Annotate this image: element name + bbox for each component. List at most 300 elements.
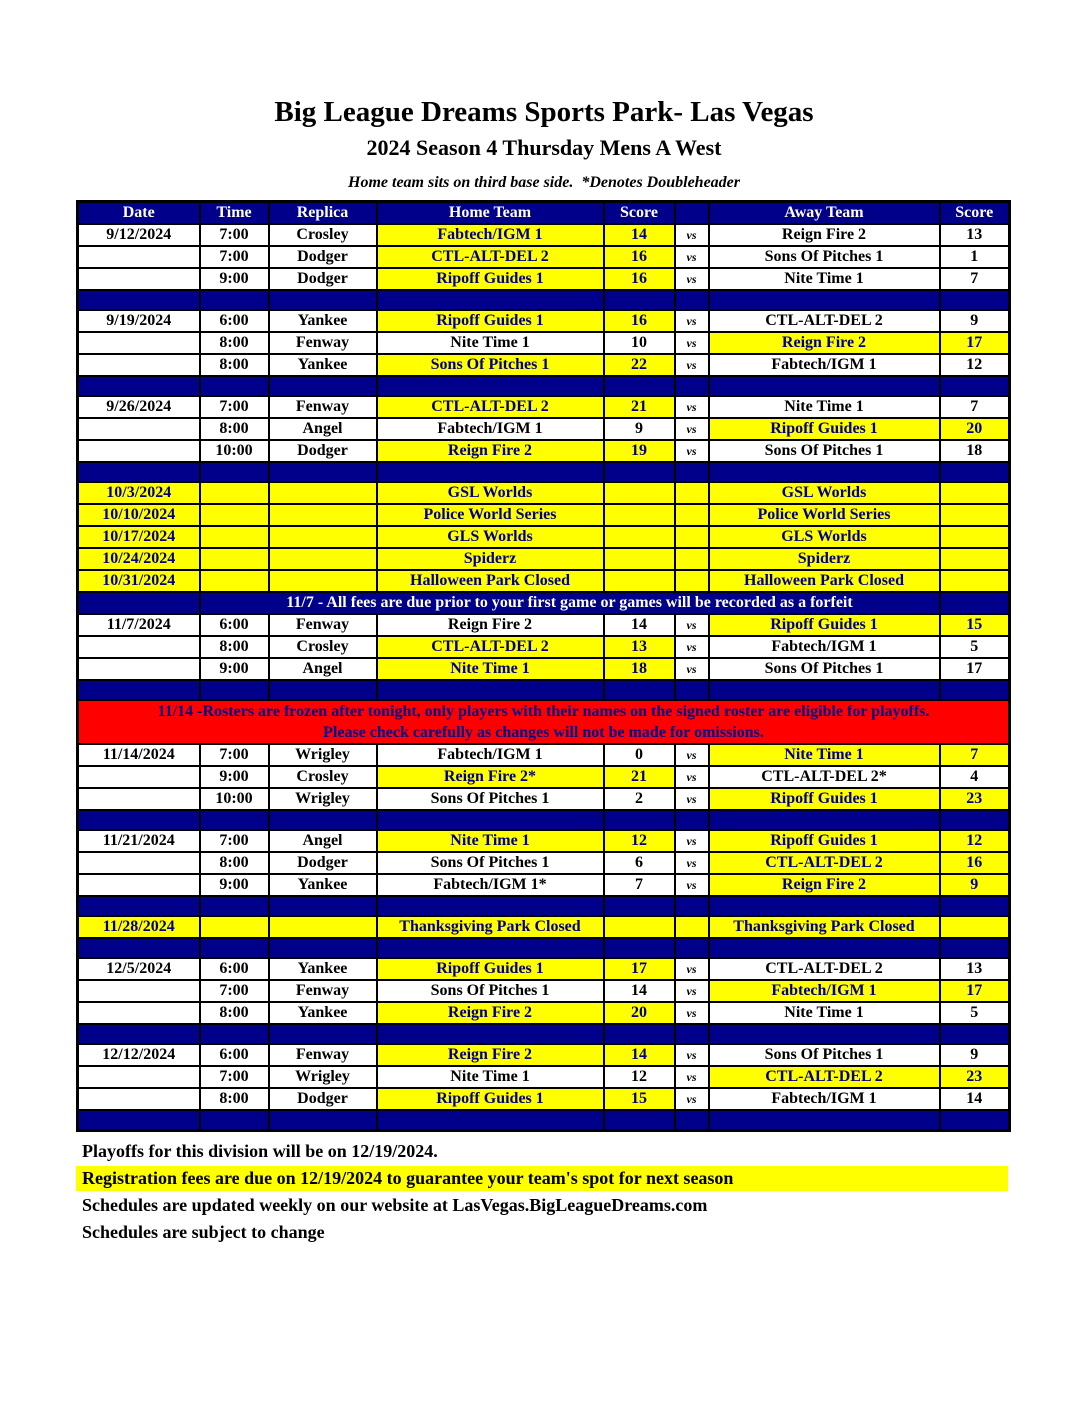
home-score-cell bbox=[604, 482, 675, 504]
time-spacer-cell bbox=[200, 376, 269, 396]
away-score-spacer-cell bbox=[940, 290, 1010, 310]
away-team-cell: Sons Of Pitches 1 bbox=[709, 658, 940, 680]
date-cell bbox=[78, 332, 200, 354]
away-team-cell: Spiderz bbox=[709, 548, 940, 570]
time-spacer-cell bbox=[200, 1024, 269, 1044]
date-cell bbox=[78, 658, 200, 680]
replica-cell: Wrigley bbox=[269, 1066, 377, 1088]
time-cell bbox=[200, 548, 269, 570]
home-team-cell: Reign Fire 2 bbox=[377, 1002, 604, 1024]
home-team-cell: Thanksgiving Park Closed bbox=[377, 916, 604, 938]
vs-label-cell: vs bbox=[675, 1002, 709, 1024]
vs-spacer-cell bbox=[675, 680, 709, 700]
vs-spacer-cell bbox=[675, 1110, 709, 1130]
home-score-spacer-cell bbox=[604, 1024, 675, 1044]
home-team-spacer-cell bbox=[377, 376, 604, 396]
home-team-cell: Sons Of Pitches 1 bbox=[377, 788, 604, 810]
spacer-row bbox=[78, 680, 1010, 700]
replica-cell: Yankee bbox=[269, 874, 377, 896]
away-team-cell: Nite Time 1 bbox=[709, 396, 940, 418]
game-row bbox=[78, 766, 1010, 788]
time-cell: 9:00 bbox=[200, 268, 269, 290]
replica-spacer-cell bbox=[269, 938, 377, 958]
spacer-row bbox=[78, 376, 1010, 396]
time-spacer-cell bbox=[200, 938, 269, 958]
event-row bbox=[78, 482, 1010, 504]
date-cell bbox=[78, 874, 200, 896]
subject-to-change-note: Schedules are subject to change bbox=[82, 1221, 325, 1242]
away-team-cell: Sons Of Pitches 1 bbox=[709, 440, 940, 462]
date-cell: 10/24/2024 bbox=[78, 548, 200, 570]
date-cell: 9/19/2024 bbox=[78, 310, 200, 332]
time-spacer-cell bbox=[200, 810, 269, 830]
away-score-cell bbox=[940, 570, 1010, 592]
home-team-spacer-cell bbox=[377, 1110, 604, 1130]
date-spacer-cell bbox=[78, 938, 200, 958]
home-team-note: Home team sits on third base side. *Denotes Doubleheader bbox=[348, 174, 740, 191]
time-cell: 9:00 bbox=[200, 766, 269, 788]
home-team-cell: Nite Time 1 bbox=[377, 830, 604, 852]
vs-spacer-cell bbox=[675, 1024, 709, 1044]
away-team-cell: Thanksgiving Park Closed bbox=[709, 916, 940, 938]
date-cell: 11/7/2024 bbox=[78, 614, 200, 636]
replica-cell: Yankee bbox=[269, 310, 377, 332]
time-cell: 7:00 bbox=[200, 830, 269, 852]
away-score-cell: 12 bbox=[940, 354, 1010, 376]
vs-spacer-cell bbox=[675, 938, 709, 958]
date-cell: 11/28/2024 bbox=[78, 916, 200, 938]
col-header-vs bbox=[675, 202, 709, 225]
time-cell: 7:00 bbox=[200, 224, 269, 246]
replica-cell bbox=[269, 916, 377, 938]
spacer-row bbox=[78, 938, 1010, 958]
away-score-cell: 9 bbox=[940, 1044, 1010, 1066]
replica-cell: Yankee bbox=[269, 958, 377, 980]
home-team-cell: CTL-ALT-DEL 2 bbox=[377, 396, 604, 418]
home-team-cell: CTL-ALT-DEL 2 bbox=[377, 246, 604, 268]
vs-spacer-cell bbox=[675, 462, 709, 482]
away-score-cell: 5 bbox=[940, 636, 1010, 658]
replica-spacer-cell bbox=[269, 376, 377, 396]
replica-spacer-cell bbox=[269, 680, 377, 700]
away-team-cell: Ripoff Guides 1 bbox=[709, 830, 940, 852]
home-team-cell: Fabtech/IGM 1 bbox=[377, 418, 604, 440]
away-score-cell: 20 bbox=[940, 418, 1010, 440]
replica-cell bbox=[269, 482, 377, 504]
away-team-cell: Sons Of Pitches 1 bbox=[709, 246, 940, 268]
vs-spacer-cell bbox=[675, 290, 709, 310]
away-score-spacer-cell bbox=[940, 938, 1010, 958]
game-row bbox=[78, 354, 1010, 376]
vs-label-cell: vs bbox=[675, 874, 709, 896]
home-score-cell: 12 bbox=[604, 830, 675, 852]
col-header-away-team: Away Team bbox=[709, 202, 940, 225]
home-score-cell: 14 bbox=[604, 1044, 675, 1066]
game-row bbox=[78, 1002, 1010, 1024]
replica-cell: Crosley bbox=[269, 636, 377, 658]
home-team-cell: Ripoff Guides 1 bbox=[377, 268, 604, 290]
replica-cell: Dodger bbox=[269, 246, 377, 268]
time-cell: 10:00 bbox=[200, 788, 269, 810]
home-score-spacer-cell bbox=[604, 376, 675, 396]
home-score-cell: 7 bbox=[604, 874, 675, 896]
date-cell bbox=[78, 636, 200, 658]
home-team-cell: Fabtech/IGM 1 bbox=[377, 224, 604, 246]
date-cell: 9/12/2024 bbox=[78, 224, 200, 246]
away-team-spacer-cell bbox=[709, 1110, 940, 1130]
time-cell: 10:00 bbox=[200, 440, 269, 462]
event-row bbox=[78, 548, 1010, 570]
home-team-cell: GLS Worlds bbox=[377, 526, 604, 548]
time-cell: 6:00 bbox=[200, 310, 269, 332]
home-team-spacer-cell bbox=[377, 896, 604, 916]
away-score-cell: 18 bbox=[940, 440, 1010, 462]
away-team-cell: CTL-ALT-DEL 2 bbox=[709, 958, 940, 980]
home-score-spacer-cell bbox=[604, 290, 675, 310]
home-score-cell: 14 bbox=[604, 980, 675, 1002]
away-team-spacer-cell bbox=[709, 810, 940, 830]
home-team-cell: Reign Fire 2 bbox=[377, 614, 604, 636]
vs-spacer-cell bbox=[675, 376, 709, 396]
time-spacer-cell bbox=[200, 1110, 269, 1130]
away-team-cell: CTL-ALT-DEL 2 bbox=[709, 310, 940, 332]
vs-label-cell: vs bbox=[675, 418, 709, 440]
game-row bbox=[78, 1066, 1010, 1088]
away-score-cell bbox=[940, 504, 1010, 526]
away-team-cell: Sons Of Pitches 1 bbox=[709, 1044, 940, 1066]
date-spacer-cell bbox=[78, 680, 200, 700]
date-spacer-cell bbox=[78, 1110, 200, 1130]
game-row bbox=[78, 874, 1010, 896]
home-team-spacer-cell bbox=[377, 938, 604, 958]
away-team-cell: Reign Fire 2 bbox=[709, 332, 940, 354]
home-score-cell: 2 bbox=[604, 788, 675, 810]
home-score-cell: 16 bbox=[604, 310, 675, 332]
time-cell: 8:00 bbox=[200, 332, 269, 354]
vs-label-cell: vs bbox=[675, 766, 709, 788]
away-score-cell: 13 bbox=[940, 958, 1010, 980]
col-header-replica: Replica bbox=[269, 202, 377, 225]
date-cell bbox=[78, 766, 200, 788]
home-team-spacer-cell bbox=[377, 810, 604, 830]
away-team-cell: Fabtech/IGM 1 bbox=[709, 1088, 940, 1110]
time-spacer-cell bbox=[200, 680, 269, 700]
game-row bbox=[78, 744, 1010, 766]
home-score-cell bbox=[604, 916, 675, 938]
home-score-cell: 20 bbox=[604, 1002, 675, 1024]
date-cell bbox=[78, 1088, 200, 1110]
home-team-cell: Sons Of Pitches 1 bbox=[377, 980, 604, 1002]
time-cell: 9:00 bbox=[200, 874, 269, 896]
away-team-cell: Nite Time 1 bbox=[709, 1002, 940, 1024]
replica-cell bbox=[269, 548, 377, 570]
registration-note: Registration fees are due on 12/19/2024 to guarantee your team's spot for next season bbox=[76, 1166, 1008, 1191]
time-cell bbox=[200, 482, 269, 504]
away-score-cell: 14 bbox=[940, 1088, 1010, 1110]
away-team-cell: Fabtech/IGM 1 bbox=[709, 980, 940, 1002]
away-team-spacer-cell bbox=[709, 680, 940, 700]
away-score-cell: 1 bbox=[940, 246, 1010, 268]
roster-banner-row bbox=[78, 700, 1010, 744]
time-cell bbox=[200, 570, 269, 592]
date-spacer-cell bbox=[78, 462, 200, 482]
away-team-spacer-cell bbox=[709, 376, 940, 396]
home-team-cell: Ripoff Guides 1 bbox=[377, 1088, 604, 1110]
time-spacer-cell bbox=[200, 290, 269, 310]
replica-cell: Fenway bbox=[269, 614, 377, 636]
vs-label-cell: vs bbox=[675, 1088, 709, 1110]
game-row bbox=[78, 418, 1010, 440]
date-cell bbox=[78, 592, 200, 614]
game-row bbox=[78, 1088, 1010, 1110]
date-spacer-cell bbox=[78, 376, 200, 396]
home-score-cell: 0 bbox=[604, 744, 675, 766]
away-score-spacer-cell bbox=[940, 376, 1010, 396]
away-score-cell: 17 bbox=[940, 658, 1010, 680]
replica-spacer-cell bbox=[269, 462, 377, 482]
home-score-cell: 12 bbox=[604, 1066, 675, 1088]
away-score-cell bbox=[940, 592, 1010, 614]
vs-label-cell: vs bbox=[675, 852, 709, 874]
date-cell: 9/26/2024 bbox=[78, 396, 200, 418]
home-team-cell: Reign Fire 2 bbox=[377, 440, 604, 462]
date-cell: 11/21/2024 bbox=[78, 830, 200, 852]
col-header-away-score: Score bbox=[940, 202, 1010, 225]
replica-cell: Dodger bbox=[269, 852, 377, 874]
game-row bbox=[78, 440, 1010, 462]
home-score-cell bbox=[604, 548, 675, 570]
away-score-cell: 7 bbox=[940, 268, 1010, 290]
time-cell bbox=[200, 526, 269, 548]
spacer-row bbox=[78, 1024, 1010, 1044]
time-spacer-cell bbox=[200, 896, 269, 916]
game-row bbox=[78, 852, 1010, 874]
col-header-home-team: Home Team bbox=[377, 202, 604, 225]
date-cell bbox=[78, 788, 200, 810]
time-cell: 6:00 bbox=[200, 614, 269, 636]
playoffs-note: Playoffs for this division will be on 12/19/2024. bbox=[82, 1140, 438, 1161]
home-score-cell bbox=[604, 504, 675, 526]
home-score-spacer-cell bbox=[604, 462, 675, 482]
home-score-spacer-cell bbox=[604, 1110, 675, 1130]
home-team-cell: Nite Time 1 bbox=[377, 332, 604, 354]
game-row bbox=[78, 310, 1010, 332]
date-cell bbox=[78, 1066, 200, 1088]
vs-label-cell: vs bbox=[675, 396, 709, 418]
vs-label-cell: vs bbox=[675, 354, 709, 376]
replica-spacer-cell bbox=[269, 1110, 377, 1130]
date-spacer-cell bbox=[78, 290, 200, 310]
vs-label-cell: vs bbox=[675, 830, 709, 852]
away-score-spacer-cell bbox=[940, 680, 1010, 700]
away-score-cell: 15 bbox=[940, 614, 1010, 636]
game-row bbox=[78, 246, 1010, 268]
vs-label-cell bbox=[675, 526, 709, 548]
away-score-cell bbox=[940, 916, 1010, 938]
game-row bbox=[78, 268, 1010, 290]
game-row bbox=[78, 636, 1010, 658]
away-team-cell: Nite Time 1 bbox=[709, 268, 940, 290]
away-score-spacer-cell bbox=[940, 810, 1010, 830]
fees-note-row bbox=[78, 592, 1010, 614]
date-cell bbox=[78, 268, 200, 290]
event-row bbox=[78, 916, 1010, 938]
vs-label-cell bbox=[675, 548, 709, 570]
vs-label-cell: vs bbox=[675, 332, 709, 354]
home-team-cell: Nite Time 1 bbox=[377, 1066, 604, 1088]
away-score-spacer-cell bbox=[940, 1024, 1010, 1044]
vs-label-cell: vs bbox=[675, 268, 709, 290]
away-team-spacer-cell bbox=[709, 938, 940, 958]
spacer-row bbox=[78, 290, 1010, 310]
vs-label-cell: vs bbox=[675, 788, 709, 810]
home-team-spacer-cell bbox=[377, 290, 604, 310]
away-team-cell: Police World Series bbox=[709, 504, 940, 526]
away-team-cell: Halloween Park Closed bbox=[709, 570, 940, 592]
replica-cell: Fenway bbox=[269, 332, 377, 354]
vs-label-cell: vs bbox=[675, 224, 709, 246]
time-cell: 8:00 bbox=[200, 852, 269, 874]
date-cell bbox=[78, 418, 200, 440]
replica-spacer-cell bbox=[269, 896, 377, 916]
home-team-cell: Reign Fire 2* bbox=[377, 766, 604, 788]
game-row bbox=[78, 1044, 1010, 1066]
roster-banner-cell bbox=[78, 700, 1010, 744]
col-header-home-score: Score bbox=[604, 202, 675, 225]
game-row bbox=[78, 396, 1010, 418]
away-score-cell: 5 bbox=[940, 1002, 1010, 1024]
roster-banner-line: 11/14 -Rosters are frozen after tonight, only players with their names on the signed roster are eligible for playoffs. bbox=[157, 703, 930, 720]
col-header-date: Date bbox=[78, 202, 200, 225]
away-score-cell: 7 bbox=[940, 396, 1010, 418]
date-cell: 12/5/2024 bbox=[78, 958, 200, 980]
home-score-cell: 19 bbox=[604, 440, 675, 462]
vs-label-cell bbox=[675, 504, 709, 526]
home-team-cell: Ripoff Guides 1 bbox=[377, 958, 604, 980]
replica-cell: Yankee bbox=[269, 1002, 377, 1024]
game-row bbox=[78, 788, 1010, 810]
time-cell bbox=[200, 504, 269, 526]
replica-spacer-cell bbox=[269, 290, 377, 310]
page-title: Big League Dreams Sports Park- Las Vegas bbox=[274, 96, 814, 128]
away-team-cell: Reign Fire 2 bbox=[709, 224, 940, 246]
replica-cell: Wrigley bbox=[269, 788, 377, 810]
home-team-cell: Fabtech/IGM 1 bbox=[377, 744, 604, 766]
replica-cell: Yankee bbox=[269, 354, 377, 376]
game-row bbox=[78, 980, 1010, 1002]
fees-note-cell: 11/7 - All fees are due prior to your first game or games will be recorded as a forfeit bbox=[200, 592, 940, 614]
home-score-cell: 9 bbox=[604, 418, 675, 440]
game-row bbox=[78, 830, 1010, 852]
replica-cell: Angel bbox=[269, 418, 377, 440]
home-score-cell: 21 bbox=[604, 396, 675, 418]
home-score-spacer-cell bbox=[604, 680, 675, 700]
vs-label-cell: vs bbox=[675, 1044, 709, 1066]
date-cell bbox=[78, 246, 200, 268]
away-score-cell: 17 bbox=[940, 332, 1010, 354]
vs-label-cell: vs bbox=[675, 614, 709, 636]
away-score-spacer-cell bbox=[940, 462, 1010, 482]
time-cell: 7:00 bbox=[200, 246, 269, 268]
away-score-spacer-cell bbox=[940, 896, 1010, 916]
time-cell: 7:00 bbox=[200, 744, 269, 766]
date-cell bbox=[78, 354, 200, 376]
away-score-cell bbox=[940, 548, 1010, 570]
away-score-cell: 16 bbox=[940, 852, 1010, 874]
away-team-cell: CTL-ALT-DEL 2 bbox=[709, 1066, 940, 1088]
date-cell: 12/12/2024 bbox=[78, 1044, 200, 1066]
replica-cell bbox=[269, 570, 377, 592]
vs-label-cell: vs bbox=[675, 636, 709, 658]
schedule-table-wrapper bbox=[76, 200, 1012, 1132]
date-cell bbox=[78, 852, 200, 874]
game-row bbox=[78, 958, 1010, 980]
home-team-cell: Nite Time 1 bbox=[377, 658, 604, 680]
vs-spacer-cell bbox=[675, 810, 709, 830]
date-spacer-cell bbox=[78, 896, 200, 916]
roster-banner-line: Please check carefully as changes will not be made for omissions. bbox=[323, 724, 764, 741]
date-spacer-cell bbox=[78, 1024, 200, 1044]
home-team-cell: GSL Worlds bbox=[377, 482, 604, 504]
home-team-cell: Halloween Park Closed bbox=[377, 570, 604, 592]
replica-cell bbox=[269, 526, 377, 548]
away-team-cell: Fabtech/IGM 1 bbox=[709, 636, 940, 658]
home-score-cell: 21 bbox=[604, 766, 675, 788]
date-cell bbox=[78, 1002, 200, 1024]
vs-label-cell: vs bbox=[675, 440, 709, 462]
home-score-cell: 13 bbox=[604, 636, 675, 658]
home-team-spacer-cell bbox=[377, 1024, 604, 1044]
home-team-cell: Fabtech/IGM 1* bbox=[377, 874, 604, 896]
away-team-cell: CTL-ALT-DEL 2* bbox=[709, 766, 940, 788]
away-score-spacer-cell bbox=[940, 1110, 1010, 1130]
away-team-spacer-cell bbox=[709, 896, 940, 916]
time-cell: 8:00 bbox=[200, 636, 269, 658]
away-score-cell bbox=[940, 526, 1010, 548]
home-team-cell: CTL-ALT-DEL 2 bbox=[377, 636, 604, 658]
home-score-cell: 17 bbox=[604, 958, 675, 980]
replica-spacer-cell bbox=[269, 1024, 377, 1044]
home-score-cell: 14 bbox=[604, 224, 675, 246]
replica-cell: Dodger bbox=[269, 1088, 377, 1110]
away-team-cell: Nite Time 1 bbox=[709, 744, 940, 766]
replica-cell: Fenway bbox=[269, 980, 377, 1002]
vs-label-cell bbox=[675, 916, 709, 938]
away-score-cell: 23 bbox=[940, 1066, 1010, 1088]
vs-label-cell bbox=[675, 570, 709, 592]
away-team-cell: Ripoff Guides 1 bbox=[709, 418, 940, 440]
replica-cell bbox=[269, 504, 377, 526]
replica-cell: Fenway bbox=[269, 1044, 377, 1066]
vs-label-cell: vs bbox=[675, 658, 709, 680]
event-row bbox=[78, 570, 1010, 592]
date-cell: 10/10/2024 bbox=[78, 504, 200, 526]
spacer-row bbox=[78, 896, 1010, 916]
home-score-spacer-cell bbox=[604, 896, 675, 916]
away-team-spacer-cell bbox=[709, 290, 940, 310]
away-team-cell: Fabtech/IGM 1 bbox=[709, 354, 940, 376]
replica-cell: Angel bbox=[269, 658, 377, 680]
time-cell: 6:00 bbox=[200, 1044, 269, 1066]
website-note: Schedules are updated weekly on our website at LasVegas.BigLeagueDreams.com bbox=[82, 1194, 708, 1215]
away-score-cell: 7 bbox=[940, 744, 1010, 766]
replica-cell: Angel bbox=[269, 830, 377, 852]
time-cell: 8:00 bbox=[200, 418, 269, 440]
spacer-row bbox=[78, 810, 1010, 830]
home-team-cell: Sons Of Pitches 1 bbox=[377, 852, 604, 874]
home-score-cell: 10 bbox=[604, 332, 675, 354]
home-team-cell: Reign Fire 2 bbox=[377, 1044, 604, 1066]
